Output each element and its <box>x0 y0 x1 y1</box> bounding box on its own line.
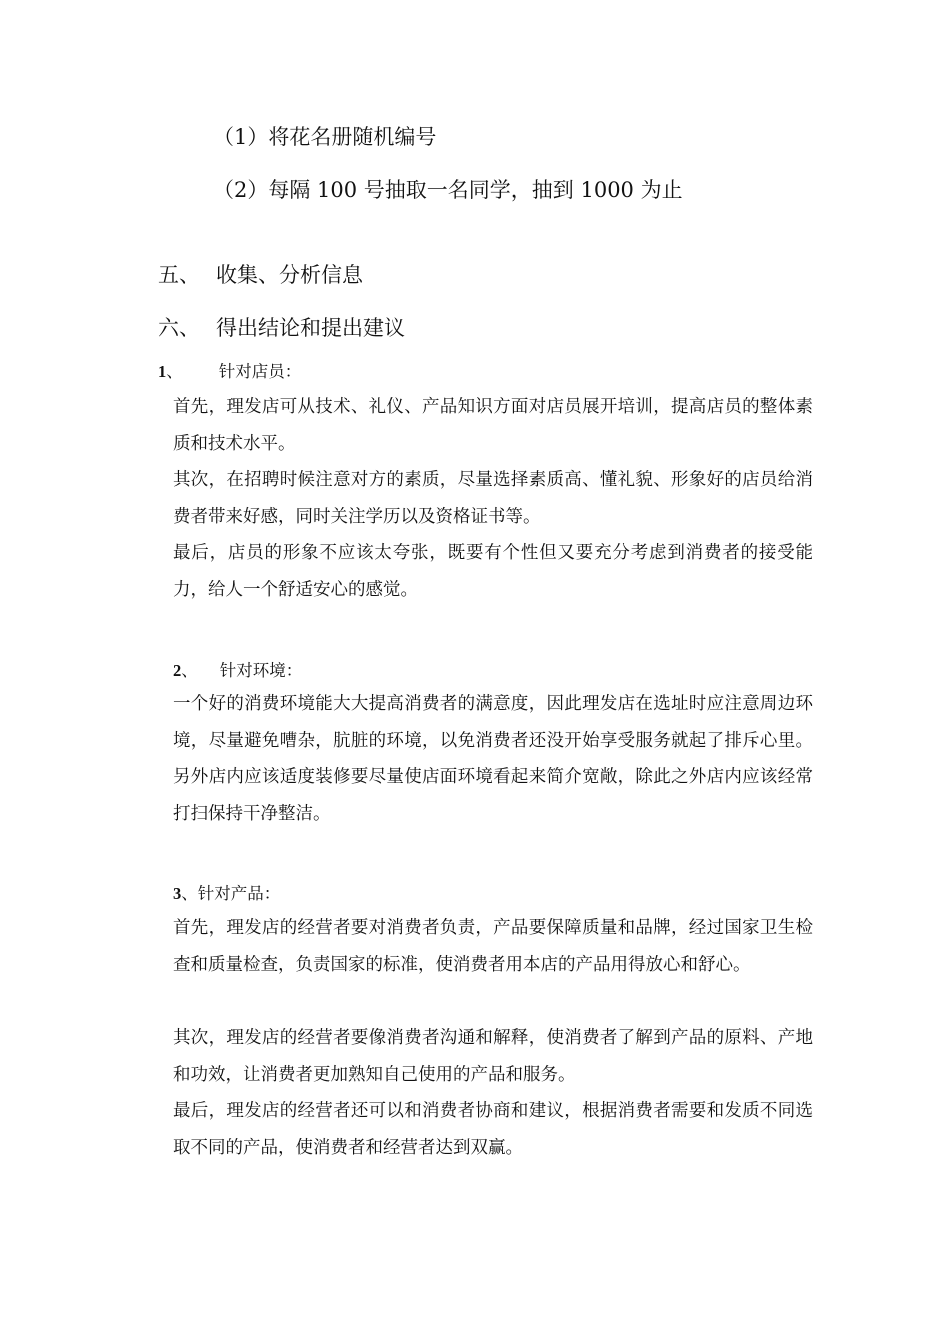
section-title: 得出结论和提出建议 <box>216 316 405 340</box>
section-heading <box>158 259 363 289</box>
paragraph: 一个好的消费环境能大大提高消费者的满意度，因此理发店在选址时应注意周边环境，尽量避免嘈杂，肮脏的环境，以免消费者还没开始享受服务就起了排斥心里。另外店内应该适度装修要尽量使店面环境看起来简介宽敞，除此之外店内应该经常打扫保持干净整洁。 <box>173 694 813 824</box>
subsection-number: 1 <box>158 362 167 381</box>
subsection-title: 针对环境： <box>219 661 303 680</box>
subsection-separator: 、 <box>181 884 198 903</box>
section-heading <box>158 312 405 342</box>
paragraph: 其次，理发店的经营者要像消费者沟通和解释，使消费者了解到产品的原料、产地和功效，让消费者更加熟知自己使用的产品和服务。 <box>173 1028 813 1085</box>
step-item: （2）每隔 100 号抽取一名同学，抽到 1000 为止 <box>213 178 683 202</box>
step-item: （1）将花名册随机编号 <box>213 125 437 149</box>
subsection-title: 针对产品： <box>197 884 281 903</box>
paragraph: 首先，理发店可从技术、礼仪、产品知识方面对店员展开培训，提高店员的整体素质和技术水平。 <box>173 397 813 454</box>
subsection-heading <box>173 657 302 681</box>
subsection-separator: 、 <box>181 661 198 680</box>
subsection-separator: 、 <box>166 362 183 381</box>
paragraph: 其次，在招聘时候注意对方的素质，尽量选择素质高、懂礼貌、形象好的店员给消费者带来好感，同时关注学历以及资格证书等。 <box>173 470 813 527</box>
subsection-heading <box>158 358 301 382</box>
section-title: 收集、分析信息 <box>216 263 363 287</box>
section-number: 六、 <box>158 316 200 340</box>
subsection-title: 针对店员： <box>218 362 302 381</box>
subsection-heading <box>173 880 280 904</box>
subsection-number: 3 <box>173 884 182 903</box>
paragraph: 最后，店员的形象不应该太夸张，既要有个性但又要充分考虑到消费者的接受能力，给人一个舒适安心的感觉。 <box>173 543 813 600</box>
subsection-number: 2 <box>173 661 182 680</box>
section-number: 五、 <box>158 263 200 287</box>
paragraph: 最后，理发店的经营者还可以和消费者协商和建议，根据消费者需要和发质不同选取不同的产品，使消费者和经营者达到双赢。 <box>173 1101 813 1158</box>
paragraph: 首先，理发店的经营者要对消费者负责，产品要保障质量和品牌，经过国家卫生检查和质量检查，负责国家的标准，使消费者用本店的产品用得放心和舒心。 <box>173 918 813 975</box>
